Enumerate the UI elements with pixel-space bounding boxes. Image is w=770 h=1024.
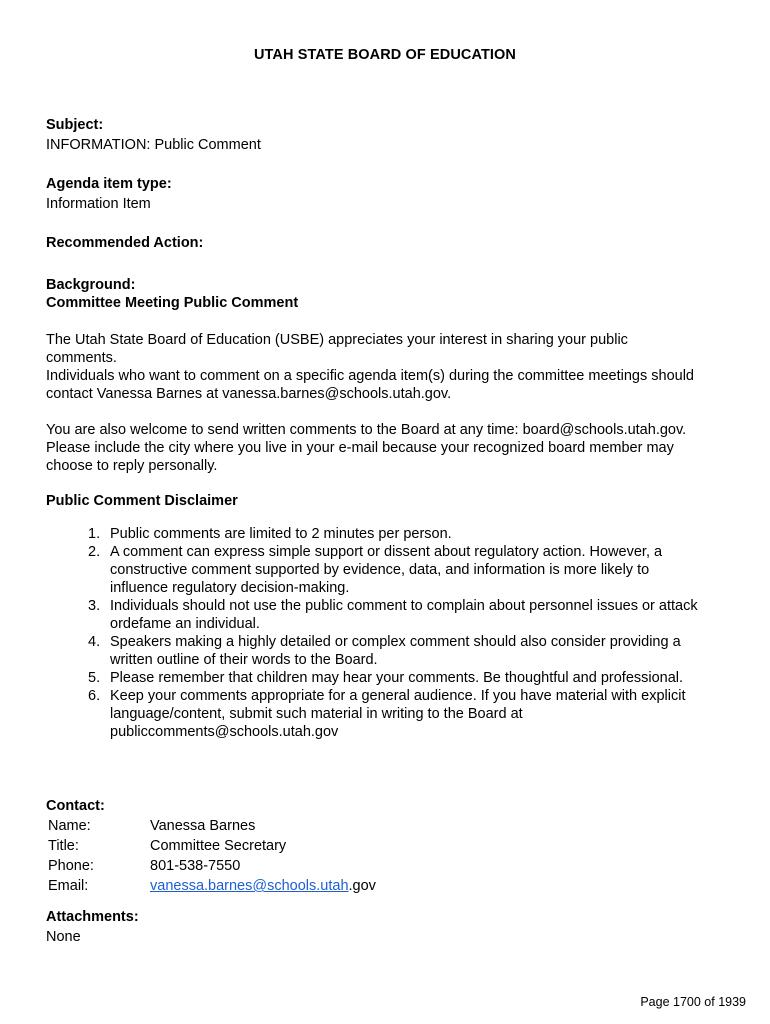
- disclaimer-item-line: written outline of their words to the Board.: [110, 652, 378, 668]
- disclaimer-item-line: Keep your comments appropriate for a general audience. If you have material with explicit: [110, 688, 686, 704]
- disclaimer-item-number: 4.: [88, 634, 101, 650]
- email-suffix: .gov: [348, 878, 376, 894]
- disclaimer-item: [88, 597, 728, 633]
- contact-label: Contact:: [46, 798, 105, 814]
- title-value: Committee Secretary: [150, 838, 287, 854]
- title-label: Title:: [48, 838, 79, 854]
- paragraph-line: Please include the city where you live in your e-mail because your recognized board member may: [46, 440, 674, 456]
- paragraph-line: The Utah State Board of Education (USBE) appreciates your interest in sharing your public: [46, 332, 628, 348]
- disclaimer-item-text: [110, 597, 728, 633]
- recommended-action-section: [46, 234, 736, 252]
- paragraph-line: contact Vanessa Barnes at vanessa.barnes@schools.utah.gov.: [46, 386, 452, 402]
- background-subheading: Committee Meeting Public Comment: [46, 295, 299, 311]
- subject-value: INFORMATION: Public Comment: [46, 137, 261, 153]
- disclaimer-item-line: publiccomments@schools.utah.gov: [110, 724, 339, 740]
- disclaimer-item-text: [110, 543, 728, 597]
- disclaimer-item-text: [110, 687, 728, 741]
- disclaimer-item: [88, 543, 728, 597]
- email-label: Email:: [48, 878, 89, 894]
- paragraph-line: choose to reply personally.: [46, 458, 218, 474]
- contact-row-name: [48, 816, 376, 836]
- paragraph-line: You are also welcome to send written comments to the Board at any time: board@schools.utah.gov.: [46, 422, 687, 438]
- disclaimer-item-line: Individuals should not use the public comment to complain about personnel issues or attack: [110, 598, 698, 614]
- disclaimer-item: [88, 525, 728, 543]
- background-paragraph-2: [46, 421, 736, 475]
- background-section: [46, 276, 736, 312]
- email-link[interactable]: vanessa.barnes@schools.utah: [150, 878, 349, 894]
- page-number: Page 1700 of 1939: [640, 995, 746, 1009]
- disclaimer-item-text: [110, 525, 728, 543]
- disclaimer-item-text: [110, 669, 728, 687]
- contact-row-phone: [48, 856, 376, 876]
- agenda-item-type-label: Agenda item type:: [46, 176, 172, 192]
- background-label: Background:: [46, 277, 136, 293]
- contact-heading-block: [46, 797, 736, 815]
- phone-label: Phone:: [48, 858, 94, 874]
- name-value: Vanessa Barnes: [150, 818, 256, 834]
- attachments-label: Attachments:: [46, 909, 139, 925]
- disclaimer-item-line: Please remember that children may hear your comments. Be thoughtful and professional.: [110, 670, 684, 686]
- agenda-item-type-value: Information Item: [46, 196, 151, 212]
- disclaimer-heading: Public Comment Disclaimer: [46, 493, 238, 509]
- disclaimer-list: [88, 525, 728, 741]
- disclaimer-item: [88, 687, 728, 741]
- contact-row-title: [48, 836, 376, 856]
- disclaimer-item-number: 6.: [88, 688, 101, 704]
- contact-table: [48, 816, 376, 896]
- disclaimer-item-line: Speakers making a highly detailed or complex comment should also consider providing a: [110, 634, 681, 650]
- subject-section: [46, 116, 736, 154]
- disclaimer-item-text: [110, 633, 728, 669]
- disclaimer-item-line: ordefame an individual.: [110, 616, 260, 632]
- disclaimer-heading-block: [46, 492, 736, 510]
- disclaimer-item-line: Public comments are limited to 2 minutes per person.: [110, 526, 452, 542]
- paragraph-line: Individuals who want to comment on a specific agenda item(s) during the committee meetings should: [46, 368, 694, 384]
- attachments-value: None: [46, 929, 81, 945]
- document-title: UTAH STATE BOARD OF EDUCATION: [253, 47, 516, 63]
- contact-row-email: [48, 876, 376, 896]
- disclaimer-item-number: 1.: [88, 526, 101, 542]
- subject-label: Subject:: [46, 117, 104, 133]
- phone-value: 801-538-7550: [150, 858, 241, 874]
- recommended-action-label: Recommended Action:: [46, 235, 204, 251]
- disclaimer-item: [88, 633, 728, 669]
- disclaimer-item-line: constructive comment supported by evidence, data, and information is more likely to: [110, 562, 650, 578]
- disclaimer-item-number: 3.: [88, 598, 101, 614]
- disclaimer-item-number: 5.: [88, 670, 101, 686]
- disclaimer-item-line: influence regulatory decision-making.: [110, 580, 350, 596]
- attachments-section: [46, 908, 736, 946]
- background-paragraph-1: [46, 331, 736, 403]
- disclaimer-item-line: A comment can express simple support or dissent about regulatory action. However, a: [110, 544, 663, 560]
- disclaimer-item-number: 2.: [88, 544, 101, 560]
- email-value: [150, 876, 376, 896]
- name-label: Name:: [48, 818, 91, 834]
- agenda-item-type-section: [46, 175, 736, 213]
- paragraph-line: comments.: [46, 350, 117, 366]
- disclaimer-item-line: language/content, submit such material in writing to the Board at: [110, 706, 523, 722]
- disclaimer-item: [88, 669, 728, 687]
